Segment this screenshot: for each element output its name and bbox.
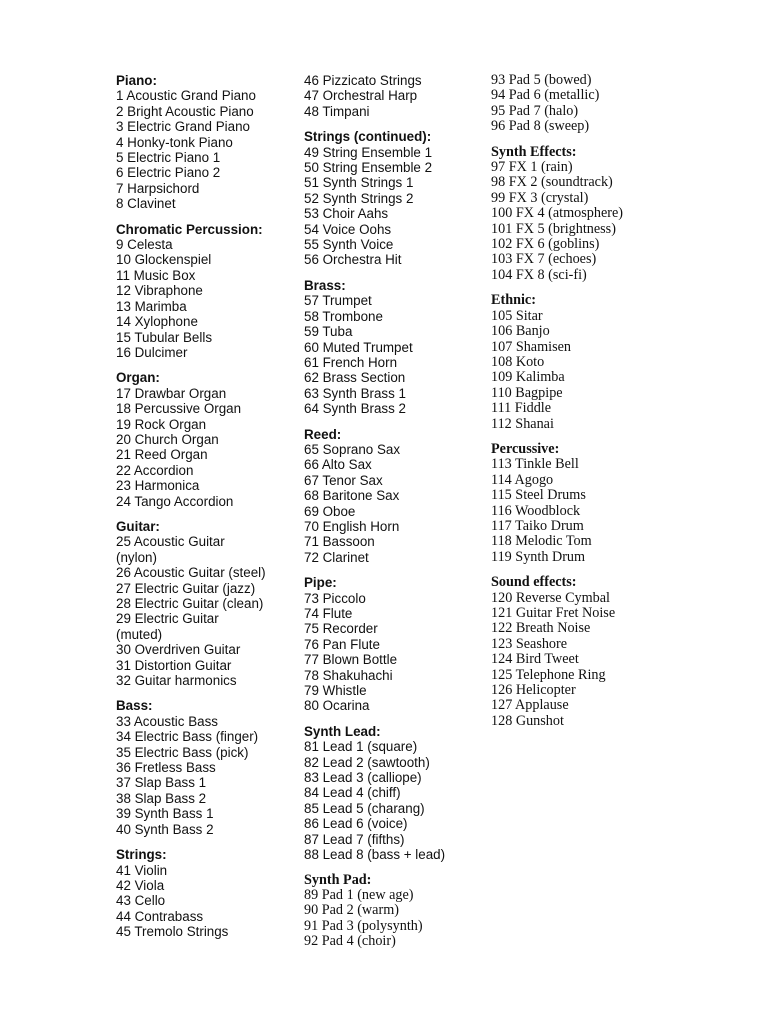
list-item: 85 Lead 5 (charang) (304, 800, 425, 816)
section-heading: Strings: (116, 847, 167, 863)
list-item: 32 Guitar harmonics (116, 673, 237, 689)
list-item: 67 Tenor Sax (304, 472, 383, 488)
list-item: 88 Lead 8 (bass + lead) (304, 847, 446, 863)
list-item: 11 Music Box (116, 267, 196, 283)
list-item: 64 Synth Brass 2 (304, 401, 406, 417)
list-item: 109 Kalimba (491, 369, 565, 386)
list-item: 8 Clavinet (116, 196, 176, 212)
list-item: 122 Breath Noise (491, 620, 591, 637)
list-item: 26 Acoustic Guitar (steel) (116, 565, 266, 581)
list-item: 115 Steel Drums (491, 487, 586, 504)
list-item: 47 Orchestral Harp (304, 88, 418, 104)
list-item: 44 Contrabass (116, 908, 204, 924)
list-item: 3 Electric Grand Piano (116, 119, 250, 135)
section-heading: Synth Pad: (304, 871, 372, 888)
list-item: 79 Whistle (304, 683, 367, 699)
list-item: 56 Orchestra Hit (304, 252, 402, 268)
list-item: 71 Bassoon (304, 534, 375, 550)
list-item: 53 Choir Aahs (304, 206, 389, 222)
list-item: 2 Bright Acoustic Piano (116, 103, 254, 119)
list-item: 41 Violin (116, 862, 168, 878)
list-item: 75 Recorder (304, 621, 378, 637)
list-item: 68 Baritone Sax (304, 488, 400, 504)
list-item: 28 Electric Guitar (clean) (116, 596, 264, 611)
list-item: 101 FX 5 (brightness) (491, 220, 616, 237)
list-item: 91 Pad 3 (polysynth) (304, 917, 423, 934)
list-item: 54 Voice Oohs (304, 221, 392, 237)
list-item: 117 Taiko Drum (491, 517, 584, 534)
list-item: 55 Synth Voice (304, 237, 394, 253)
list-item: 100 FX 4 (atmosphere) (491, 205, 623, 222)
section-heading: Reed: (304, 426, 342, 442)
list-item: 18 Percussive Organ (116, 401, 242, 417)
section-synth-pad-continued (491, 73, 691, 135)
list-item: 22 Accordion (116, 462, 194, 478)
list-item: 116 Woodblock (491, 502, 581, 519)
list-item: 98 FX 2 (soundtrack) (491, 174, 613, 191)
list-item: 128 Gunshot (491, 712, 564, 729)
list-item: 81 Lead 1 (square) (304, 739, 418, 755)
list-item: 103 FX 7 (echoes) (491, 251, 597, 268)
list-item: 121 Guitar Fret Noise (491, 605, 616, 621)
section-heading: Guitar: (116, 518, 160, 534)
list-item: 86 Lead 6 (voice) (304, 816, 408, 832)
section-heading: Piano: (116, 73, 157, 88)
list-item: 21 Reed Organ (116, 447, 208, 463)
section-organ (116, 370, 296, 509)
list-item: 89 Pad 1 (new age) (304, 886, 414, 903)
list-item: 61 French Horn (304, 354, 398, 370)
list-item: 23 Harmonica (116, 478, 200, 494)
list-item: 95 Pad 7 (halo) (491, 102, 579, 119)
section-heading: Sound effects: (491, 574, 577, 591)
section-pipe (304, 575, 484, 714)
list-item: 92 Pad 4 (choir) (304, 933, 396, 950)
section-reed (304, 427, 484, 566)
section-guitar (116, 519, 296, 688)
list-item: 96 Pad 8 (sweep) (491, 118, 590, 135)
list-item: 10 Glockenspiel (116, 252, 212, 268)
list-item: 84 Lead 4 (chiff) (304, 785, 401, 801)
section-sound-effects (491, 575, 691, 729)
list-item: 62 Brass Section (304, 370, 406, 386)
list-item: 106 Banjo (491, 323, 550, 340)
section-heading: Strings (continued): (304, 129, 432, 145)
column-3 (491, 73, 691, 739)
list-item: 48 Timpani (304, 103, 370, 119)
list-item: 97 FX 1 (rain) (491, 159, 573, 176)
list-item: 36 Fretless Bass (116, 760, 216, 776)
list-item: 34 Electric Bass (finger) (116, 729, 259, 745)
list-item: 37 Slap Bass 1 (116, 775, 207, 791)
list-item: 29 Electric Guitar (muted) (116, 611, 219, 642)
list-item: 108 Koto (491, 353, 545, 370)
list-item: 114 Agogo (491, 471, 554, 488)
list-item: 102 FX 6 (goblins) (491, 236, 600, 253)
list-item: 4 Honky-tonk Piano (116, 134, 233, 150)
list-item: 16 Dulcimer (116, 344, 188, 360)
list-item: 9 Celesta (116, 237, 173, 253)
section-strings-continued (304, 129, 484, 268)
section-chromatic-percussion (116, 222, 296, 361)
list-item: 118 Melodic Tom (491, 533, 592, 550)
list-item: 51 Synth Strings 1 (304, 175, 414, 191)
list-item: 80 Ocarina (304, 698, 370, 714)
list-item: 27 Electric Guitar (jazz) (116, 580, 256, 596)
list-item: 31 Distortion Guitar (116, 657, 232, 673)
list-item: 93 Pad 5 (bowed) (491, 72, 592, 88)
list-item: 15 Tubular Bells (116, 329, 213, 345)
list-item: 45 Tremolo Strings (116, 924, 229, 940)
list-item: 110 Bagpipe (491, 384, 563, 401)
list-item: 14 Xylophone (116, 314, 198, 330)
list-item: 20 Church Organ (116, 431, 219, 447)
section-brass (304, 278, 484, 417)
list-item: 60 Muted Trumpet (304, 339, 413, 355)
list-item: 38 Slap Bass 2 (116, 790, 207, 806)
section-heading: Organ: (116, 370, 160, 386)
list-item: 57 Trumpet (304, 293, 372, 309)
column-2 (304, 73, 484, 960)
list-item: 76 Pan Flute (304, 636, 380, 652)
list-item: 50 String Ensemble 2 (304, 160, 433, 176)
list-item: 42 Viola (116, 877, 165, 893)
list-item: 13 Marimba (116, 298, 187, 314)
section-strings (116, 847, 296, 939)
list-item: 58 Trombone (304, 308, 383, 324)
list-item: 66 Alto Sax (304, 457, 372, 473)
section-ethnic (491, 293, 691, 432)
list-item: 120 Reverse Cymbal (491, 589, 610, 606)
section-strings-continued-top (304, 73, 484, 119)
list-item: 87 Lead 7 (fifths) (304, 831, 405, 847)
list-item: 63 Synth Brass 1 (304, 385, 406, 401)
list-item: 94 Pad 6 (metallic) (491, 87, 600, 104)
list-item: 90 Pad 2 (warm) (304, 902, 399, 919)
list-item: 1 Acoustic Grand Piano (116, 88, 256, 104)
list-item: 17 Drawbar Organ (116, 385, 227, 401)
list-item: 123 Seashore (491, 635, 568, 652)
list-item: 78 Shakuhachi (304, 667, 393, 683)
list-item: 105 Sitar (491, 307, 543, 324)
list-item: 46 Pizzicato Strings (304, 73, 422, 88)
list-item: 70 English Horn (304, 518, 400, 534)
list-item: 107 Shamisen (491, 338, 571, 355)
list-item: 40 Synth Bass 2 (116, 821, 214, 837)
list-item: 126 Helicopter (491, 682, 576, 699)
section-heading: Percussive: (491, 440, 560, 457)
list-item: 104 FX 8 (sci-fi) (491, 266, 587, 283)
list-item: 74 Flute (304, 606, 353, 621)
section-heading: Brass: (304, 277, 346, 293)
list-item: 19 Rock Organ (116, 416, 207, 432)
list-item: 25 Acoustic Guitar (nylon) (116, 534, 225, 565)
list-item: 7 Harpsichord (116, 180, 200, 196)
list-item: 113 Tinkle Bell (491, 456, 579, 473)
section-piano (116, 73, 296, 212)
section-heading: Pipe: (304, 575, 337, 591)
list-item: 82 Lead 2 (sawtooth) (304, 754, 430, 770)
list-item: 43 Cello (116, 893, 166, 909)
section-synth-lead (304, 724, 484, 863)
list-item: 39 Synth Bass 1 (116, 806, 214, 822)
section-heading: Synth Lead: (304, 723, 381, 739)
section-synth-pad (304, 873, 484, 950)
list-item: 24 Tango Accordion (116, 493, 234, 509)
list-item: 125 Telephone Ring (491, 666, 606, 683)
section-percussive (491, 442, 691, 565)
list-item: 30 Overdriven Guitar (116, 642, 241, 658)
list-item: 65 Soprano Sax (304, 441, 401, 457)
list-item: 69 Oboe (304, 503, 356, 519)
list-item: 77 Blown Bottle (304, 652, 398, 668)
list-item: 127 Applause (491, 697, 569, 714)
list-item: 33 Acoustic Bass (116, 713, 218, 729)
section-heading: Chromatic Percussion: (116, 221, 263, 237)
list-item: 59 Tuba (304, 324, 353, 340)
section-synth-effects (491, 145, 691, 284)
list-item: 5 Electric Piano 1 (116, 150, 221, 166)
list-item: 6 Electric Piano 2 (116, 165, 221, 181)
column-1 (116, 73, 296, 950)
list-item: 119 Synth Drum (491, 548, 586, 565)
list-item: 73 Piccolo (304, 590, 366, 606)
list-item: 124 Bird Tweet (491, 651, 579, 668)
list-item: 83 Lead 3 (calliope) (304, 770, 422, 786)
section-bass (116, 698, 296, 837)
list-item: 72 Clarinet (304, 549, 369, 565)
list-item: 52 Synth Strings 2 (304, 190, 414, 206)
list-item: 12 Vibraphone (116, 283, 203, 299)
list-item: 35 Electric Bass (pick) (116, 744, 249, 760)
list-item: 49 String Ensemble 1 (304, 144, 433, 160)
section-heading: Bass: (116, 698, 153, 714)
list-item: 99 FX 3 (crystal) (491, 189, 589, 206)
section-heading: Synth Effects: (491, 143, 577, 160)
list-item: 111 Fiddle (491, 400, 552, 417)
section-heading: Ethnic: (491, 292, 536, 309)
list-item: 112 Shanai (491, 415, 554, 432)
